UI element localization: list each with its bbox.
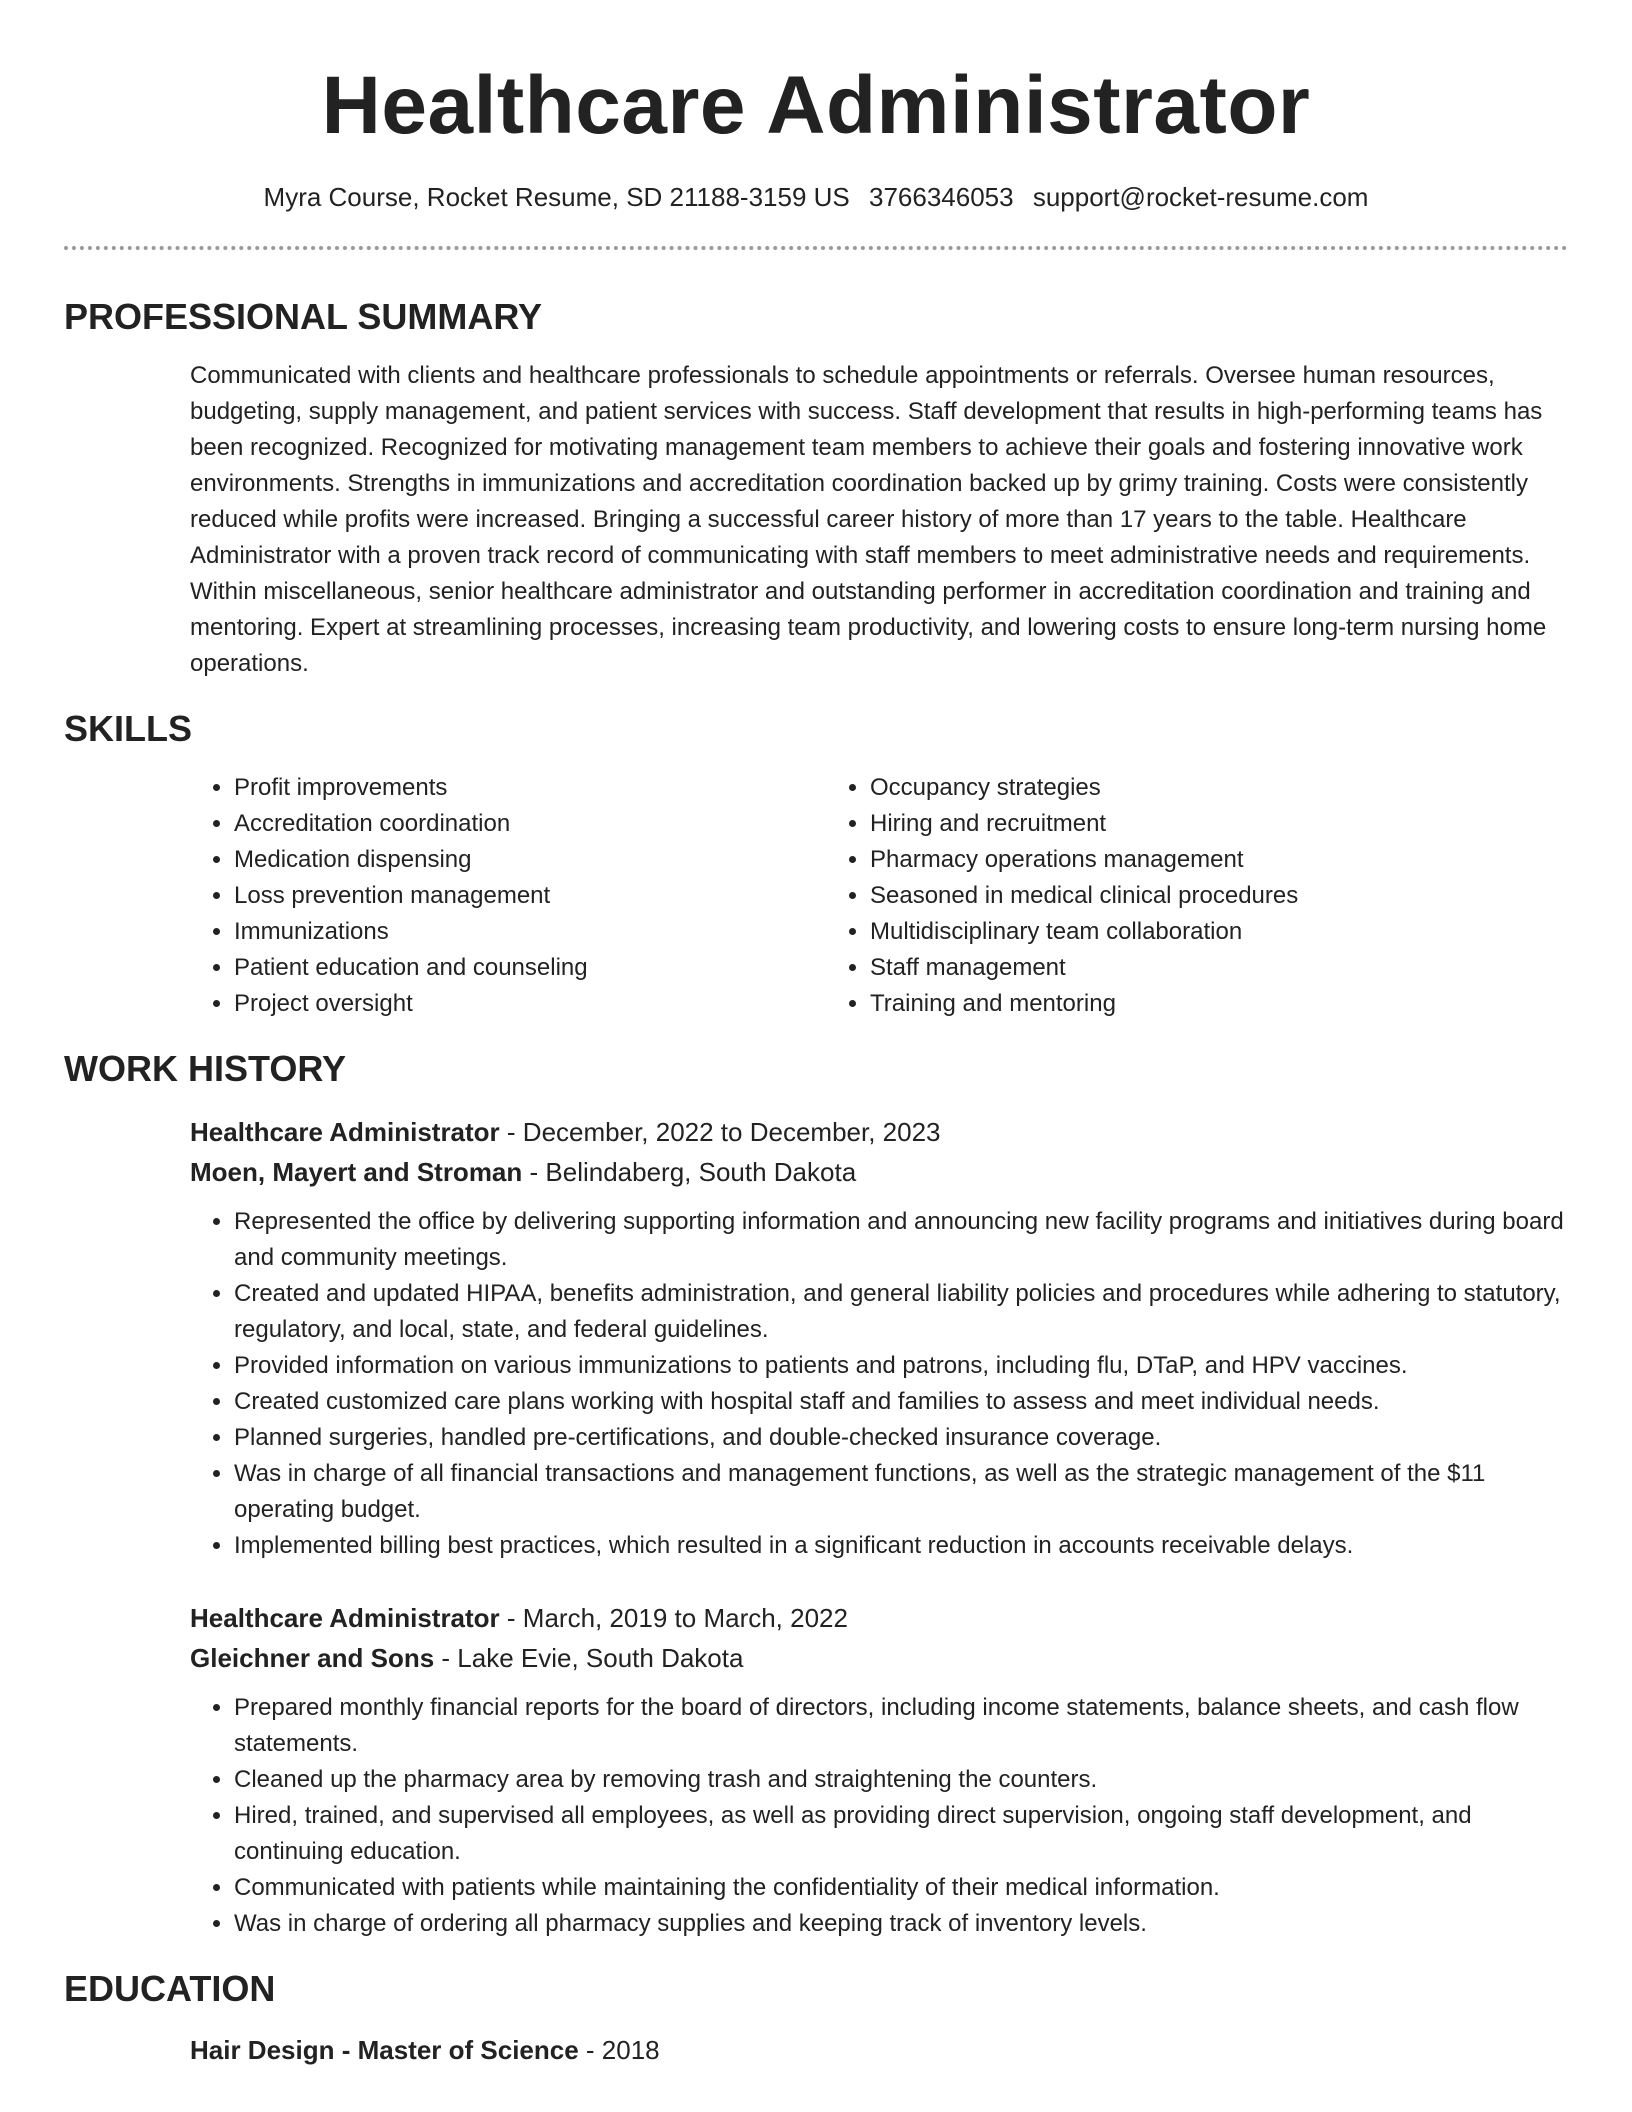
job-duties-list [190, 1690, 1568, 1942]
education-section [190, 2030, 1568, 2070]
skill-item: • Seasoned in medical clinical procedures [870, 878, 1506, 914]
job-role: Healthcare Administrator [190, 1603, 500, 1633]
job-duty: • Provided information on various immunizations to patients and patrons, including flu, DTaP, and HPV vaccines. [234, 1348, 1568, 1384]
job-duty: • Created customized care plans working with hospital staff and families to assess and meet individual needs. [234, 1384, 1568, 1420]
job-dates: - March, 2019 to March, 2022 [499, 1603, 848, 1633]
skills-column-right [826, 770, 1506, 1022]
job-location: - Lake Evie, South Dakota [434, 1643, 744, 1673]
job-entry [190, 1112, 1568, 1564]
skills-heading: SKILLS [64, 708, 193, 749]
skills-column-left [190, 770, 826, 1022]
skill-item: • Immunizations [234, 914, 826, 950]
skill-item: • Profit improvements [234, 770, 826, 806]
job-duty: • Created and updated HIPAA, benefits administration, and general liability policies and procedures while adhering to statutory, regulatory, and local, state, and federal guidelines. [234, 1276, 1568, 1348]
contact-address: Myra Course, Rocket Resume, SD 21188-3159 US [263, 182, 850, 212]
education-heading: EDUCATION [64, 1968, 276, 2009]
job-duties-list [190, 1204, 1568, 1564]
job-company: Gleichner and Sons [190, 1643, 435, 1673]
skill-item: • Medication dispensing [234, 842, 826, 878]
contact-line [64, 180, 1568, 214]
job-duty: • Represented the office by delivering supporting information and announcing new facility programs and initiatives during board and community meetings. [234, 1204, 1568, 1276]
skill-item: • Staff management [870, 950, 1506, 986]
skill-item: • Project oversight [234, 986, 826, 1022]
job-title-line [190, 1598, 1568, 1638]
job-duty: • Implemented billing best practices, which resulted in a significant reduction in accounts receivable delays. [234, 1528, 1568, 1564]
skill-item: • Loss prevention management [234, 878, 826, 914]
skill-item: • Training and mentoring [870, 986, 1506, 1022]
education-degree: Hair Design - Master of Science [190, 2035, 579, 2065]
contact-email: support@rocket-resume.com [1032, 182, 1369, 212]
skill-item: • Hiring and recruitment [870, 806, 1506, 842]
contact-phone: 3766346053 [868, 182, 1014, 212]
skill-item: • Occupancy strategies [870, 770, 1506, 806]
job-company-line [190, 1152, 1568, 1192]
job-duty: • Planned surgeries, handled pre-certifications, and double-checked insurance coverage. [234, 1420, 1568, 1456]
skill-item: • Accreditation coordination [234, 806, 826, 842]
skill-item: • Patient education and counseling [234, 950, 826, 986]
education-entry [190, 2030, 1568, 2070]
resume-name: Healthcare Administrator [321, 60, 1311, 151]
job-company: Moen, Mayert and Stroman [190, 1157, 523, 1187]
job-duty: • Prepared monthly financial reports for the board of directors, including income statements, balance sheets, and cash flow statements. [234, 1690, 1568, 1762]
job-duty: • Was in charge of ordering all pharmacy supplies and keeping track of inventory levels. [234, 1906, 1568, 1942]
summary-text: Communicated with clients and healthcare professionals to schedule appointments or referrals. Oversee human resources, budgeting, supply management, and patient services with success. Staff development that results in high-performing teams has been recognized. Recognized for motivating management team members to achieve their goals and fostering innovative work environments. Strengths in immunizations and accreditation coordination backed up by grimy training. Costs were consistently reduced while profits were increased. Bringing a successful career history of more than 17 years to the table. Healthcare Administrator with a proven track record of communicating with staff members to meet administrative needs and requirements. Within miscellaneous, senior healthcare administrator and outstanding performer in accreditation coordination and training and mentoring. Expert at streamlining processes, increasing team productivity, and lowering costs to ensure long-term nursing home operations. [190, 362, 1547, 677]
header-divider [64, 246, 1568, 250]
work-history-heading: WORK HISTORY [64, 1048, 347, 1089]
job-duty: • Hired, trained, and supervised all employees, as well as providing direct supervision, ongoing staff development, and continuing education. [234, 1798, 1568, 1870]
summary-section [190, 358, 1568, 682]
job-role: Healthcare Administrator [190, 1117, 500, 1147]
skills-section [190, 770, 1568, 1022]
job-company-line [190, 1638, 1568, 1678]
skill-item: • Pharmacy operations management [870, 842, 1506, 878]
job-location: - Belindaberg, South Dakota [522, 1157, 857, 1187]
job-duty: • Communicated with patients while maintaining the confidentiality of their medical information. [234, 1870, 1568, 1906]
job-duty: • Was in charge of all financial transactions and management functions, as well as the strategic management of the $11 operating budget. [234, 1456, 1568, 1528]
work-history-section [190, 1112, 1568, 1942]
education-year: - 2018 [578, 2035, 660, 2065]
job-entry [190, 1598, 1568, 1942]
job-dates: - December, 2022 to December, 2023 [499, 1117, 941, 1147]
summary-heading: PROFESSIONAL SUMMARY [64, 296, 543, 337]
skill-item: • Multidisciplinary team collaboration [870, 914, 1506, 950]
job-title-line [190, 1112, 1568, 1152]
job-duty: • Cleaned up the pharmacy area by removing trash and straightening the counters. [234, 1762, 1568, 1798]
